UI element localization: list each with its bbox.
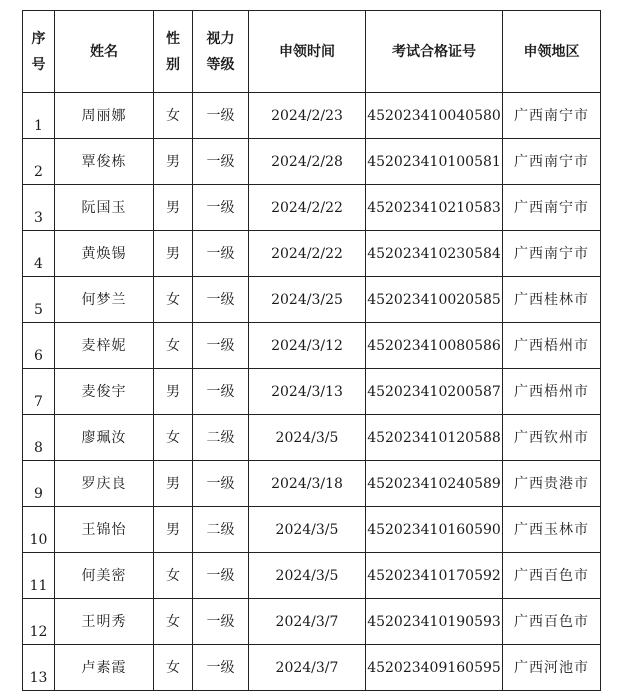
cell-cert-no: 452023410020585 [366,277,503,323]
cell-gender: 男 [154,507,193,553]
table-row [23,645,601,691]
cell-region: 广西贵港市 [503,461,601,507]
cell-region: 广西百色市 [503,599,601,645]
table-row [23,553,601,599]
cell-cert-no: 452023410160590 [366,507,503,553]
cell-cert-no: 452023410240589 [366,461,503,507]
cell-region: 广西南宁市 [503,231,601,277]
cell-gender: 女 [154,93,193,139]
cell-name: 罗庆良 [55,461,154,507]
cell-gender: 男 [154,369,193,415]
cell-gender: 女 [154,553,193,599]
header-vision-line-2: 等级 [206,56,235,73]
header-cert-no: 考试合格证号 [366,11,503,93]
cell-name: 王明秀 [55,599,154,645]
cell-name: 麦俊宇 [55,369,154,415]
cell-gender: 女 [154,645,193,691]
cell-vision-level: 一级 [193,461,249,507]
cell-gender: 男 [154,461,193,507]
table-row [23,461,601,507]
cell-apply-date: 2024/3/5 [249,507,366,553]
cell-index: 1 [23,93,55,139]
cell-index: 2 [23,139,55,185]
table-row [23,277,601,323]
cell-region: 广西南宁市 [503,93,601,139]
cell-name: 覃俊栋 [55,139,154,185]
cell-vision-level: 二级 [193,507,249,553]
cell-vision-level: 一级 [193,93,249,139]
cell-index: 9 [23,461,55,507]
cell-apply-date: 2024/3/25 [249,277,366,323]
cell-index: 4 [23,231,55,277]
header-vision-line-1: 视力 [206,30,235,47]
cell-index: 7 [23,369,55,415]
table-row [23,93,601,139]
cell-region: 广西河池市 [503,645,601,691]
header-index [23,11,55,93]
cell-index: 6 [23,323,55,369]
header-gender [154,11,193,93]
cell-cert-no: 452023410190593 [366,599,503,645]
cell-cert-no: 452023410100581 [366,139,503,185]
cell-vision-level: 一级 [193,185,249,231]
header-gender-char-1: 性 [166,30,180,47]
cell-region: 广西百色市 [503,553,601,599]
cell-name: 黄焕锡 [55,231,154,277]
cell-vision-level: 一级 [193,645,249,691]
cell-name: 周丽娜 [55,93,154,139]
cell-apply-date: 2024/3/13 [249,369,366,415]
cell-cert-no: 452023410040580 [366,93,503,139]
table-row [23,507,601,553]
cell-index: 8 [23,415,55,461]
cell-name: 何梦兰 [55,277,154,323]
header-vision-level [193,11,249,93]
cell-apply-date: 2024/3/7 [249,599,366,645]
cell-region: 广西桂林市 [503,277,601,323]
cell-gender: 女 [154,277,193,323]
cell-name: 阮国玉 [55,185,154,231]
cell-apply-date: 2024/3/5 [249,553,366,599]
cell-region: 广西梧州市 [503,323,601,369]
table-row [23,323,601,369]
cell-name: 王锦怡 [55,507,154,553]
table-row [23,139,601,185]
table-row [23,415,601,461]
table-row [23,369,601,415]
cell-index: 10 [23,507,55,553]
cell-vision-level: 一级 [193,369,249,415]
cell-name: 何美密 [55,553,154,599]
cell-vision-level: 一级 [193,231,249,277]
cell-apply-date: 2024/2/23 [249,93,366,139]
cell-region: 广西南宁市 [503,185,601,231]
cell-vision-level: 一级 [193,553,249,599]
cell-cert-no: 452023410120588 [366,415,503,461]
cell-apply-date: 2024/2/28 [249,139,366,185]
cell-index: 13 [23,645,55,691]
header-index-char-2: 号 [31,56,46,73]
cell-cert-no: 452023410080586 [366,323,503,369]
cell-region: 广西钦州市 [503,415,601,461]
cell-name: 卢素霞 [55,645,154,691]
cell-gender: 女 [154,599,193,645]
cell-index: 3 [23,185,55,231]
cell-cert-no: 452023410200587 [366,369,503,415]
cell-gender: 男 [154,139,193,185]
cell-cert-no: 452023409160595 [366,645,503,691]
cell-apply-date: 2024/2/22 [249,231,366,277]
cell-gender: 女 [154,323,193,369]
header-apply-time: 申领时间 [249,11,366,93]
cell-apply-date: 2024/2/22 [249,185,366,231]
cell-gender: 男 [154,185,193,231]
applicant-table [22,10,601,691]
header-name: 姓名 [55,11,154,93]
cell-vision-level: 二级 [193,415,249,461]
cell-apply-date: 2024/3/5 [249,415,366,461]
header-index-char-1: 序 [31,30,46,47]
cell-region: 广西玉林市 [503,507,601,553]
cell-gender: 男 [154,231,193,277]
table-row [23,185,601,231]
cell-gender: 女 [154,415,193,461]
header-gender-char-2: 别 [166,56,180,73]
cell-vision-level: 一级 [193,599,249,645]
cell-apply-date: 2024/3/12 [249,323,366,369]
cell-cert-no: 452023410230584 [366,231,503,277]
header-region: 申领地区 [503,11,601,93]
header-row [23,11,601,93]
cell-index: 11 [23,553,55,599]
cell-vision-level: 一级 [193,139,249,185]
cell-cert-no: 452023410210583 [366,185,503,231]
table-body [23,93,601,691]
table-row [23,231,601,277]
cell-cert-no: 452023410170592 [366,553,503,599]
cell-vision-level: 一级 [193,277,249,323]
cell-apply-date: 2024/3/18 [249,461,366,507]
cell-name: 廖珮汝 [55,415,154,461]
table-row [23,599,601,645]
cell-vision-level: 一级 [193,323,249,369]
cell-index: 12 [23,599,55,645]
cell-apply-date: 2024/3/7 [249,645,366,691]
cell-name: 麦梓妮 [55,323,154,369]
cell-region: 广西南宁市 [503,139,601,185]
cell-region: 广西梧州市 [503,369,601,415]
cell-index: 5 [23,277,55,323]
